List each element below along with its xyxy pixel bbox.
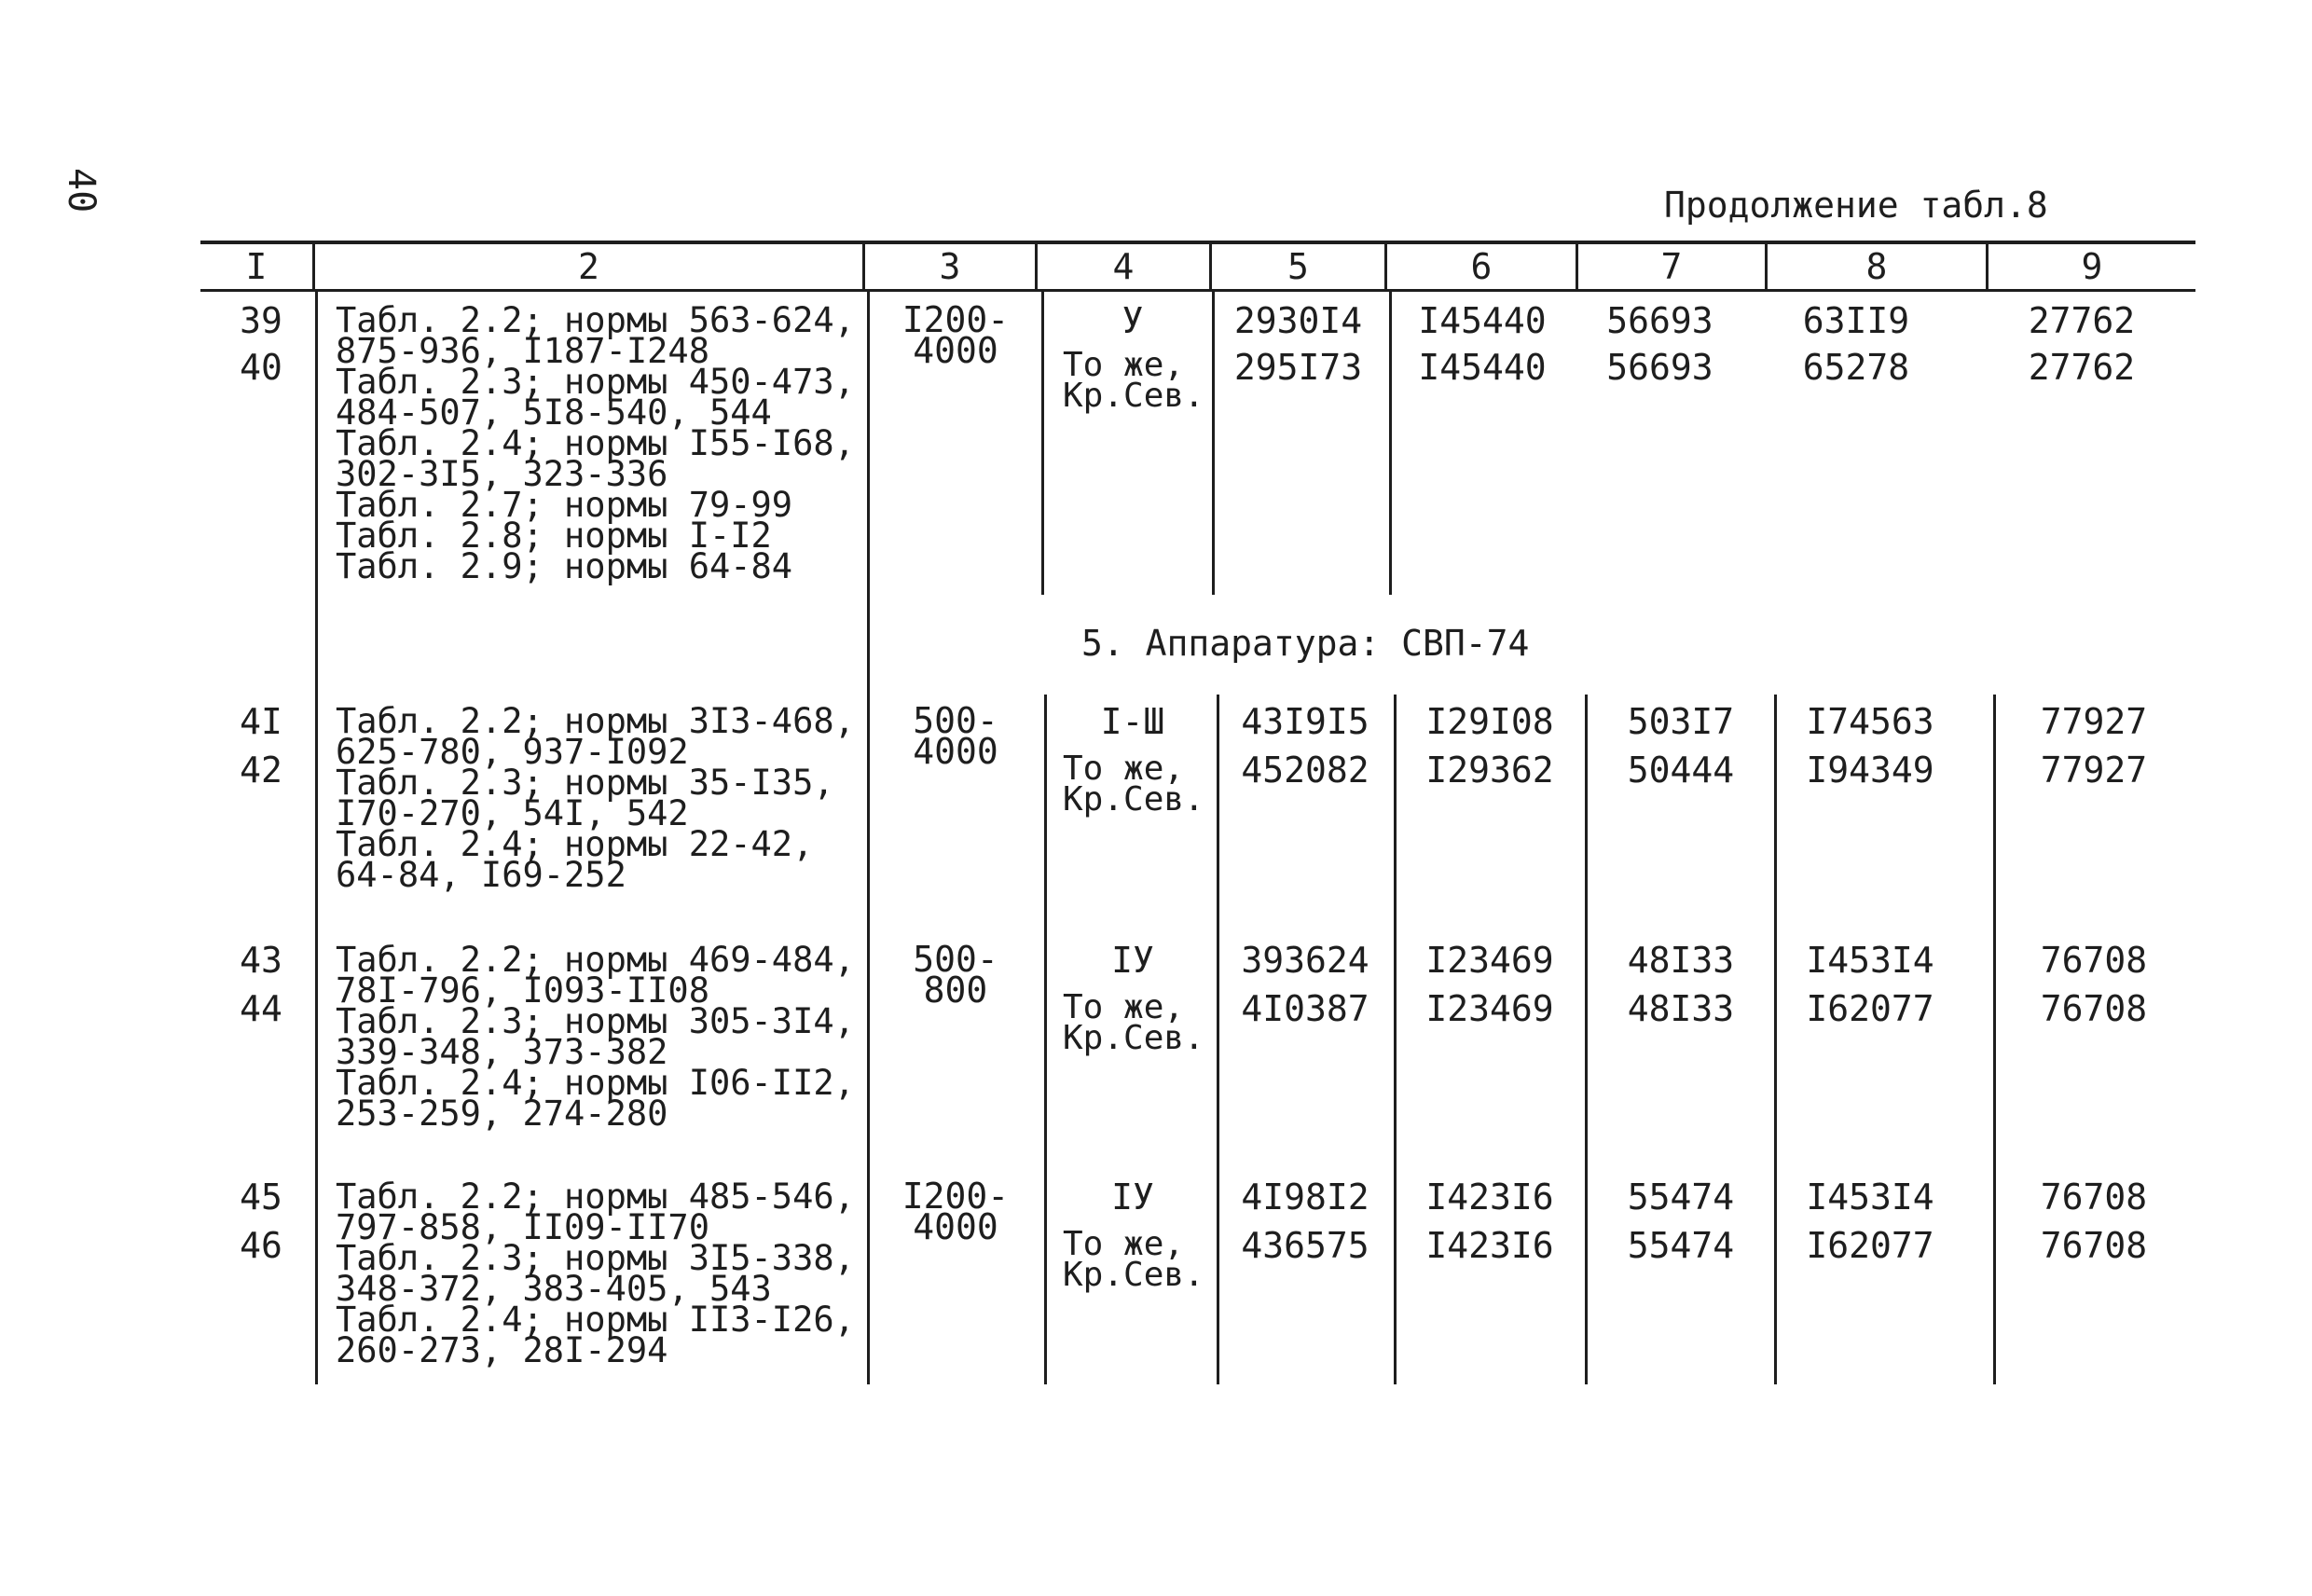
category: I-Ш	[1100, 701, 1165, 742]
value-col8: 63II9	[1802, 300, 1910, 341]
section-title: 5. Аппаратура: СВП-74	[1081, 623, 1530, 664]
value-col6: I45440	[1418, 347, 1547, 388]
header-col-5: 5	[1287, 246, 1309, 287]
row-number: 40	[240, 347, 282, 388]
voltage-range: I200- 4000	[901, 1176, 1010, 1247]
value-col6: I423I6	[1425, 1176, 1554, 1218]
header-col-4: 4	[1112, 246, 1135, 287]
category-note: То же, Кр.Сев.	[1063, 750, 1204, 819]
header-col-6: 6	[1470, 246, 1493, 287]
value-col9: 76708	[2040, 940, 2148, 981]
value-col5: 2930I4	[1233, 300, 1363, 341]
value-col7: 50444	[1627, 750, 1735, 791]
value-col5: 436575	[1241, 1225, 1369, 1266]
value-col7: 48I33	[1627, 988, 1735, 1029]
value-col6: I423I6	[1425, 1225, 1554, 1266]
norms-description: Табл. 2.2; нормы 3I3-468, 625-780, 937-I092 Табл. 2.3; нормы 35-I35, I70-270, 54I, 542 Табл. 2.4; нормы 22-42, 64-84, I69-252	[336, 701, 855, 895]
value-col7: 503I7	[1627, 701, 1735, 742]
value-col7: 48I33	[1627, 940, 1735, 981]
header-col-7: 7	[1660, 246, 1683, 287]
row-number: 43	[240, 940, 282, 981]
category-note: То же, Кр.Сев.	[1063, 1225, 1204, 1294]
value-col5: 393624	[1241, 940, 1369, 981]
value-col7: 55474	[1627, 1176, 1735, 1218]
value-col8: I74563	[1806, 701, 1934, 742]
category-note: То же, Кр.Сев.	[1063, 346, 1204, 415]
row-number: 4I	[240, 701, 282, 742]
header-col-3: 3	[939, 246, 961, 287]
row-number: 42	[240, 750, 282, 791]
row-number: 46	[240, 1225, 282, 1266]
continuation-caption: Продолжение табл.8	[1664, 185, 2048, 226]
value-col8: I62077	[1806, 1225, 1934, 1266]
category: У	[1122, 300, 1144, 341]
header-col-1: I	[245, 246, 268, 287]
value-col5: 452082	[1241, 750, 1369, 791]
value-col6: I29362	[1425, 750, 1554, 791]
voltage-range: 500- 4000	[913, 700, 998, 772]
category: IУ	[1111, 1176, 1154, 1218]
value-col6: I23469	[1425, 988, 1554, 1029]
value-col6: I23469	[1425, 940, 1554, 981]
value-col7: 55474	[1627, 1225, 1735, 1266]
value-col9: 76708	[2040, 1225, 2148, 1266]
value-col9: 27762	[2028, 347, 2136, 388]
page-number: 40	[60, 168, 103, 213]
value-col9: 77927	[2040, 701, 2148, 742]
value-col5: 4I0387	[1241, 988, 1369, 1029]
value-col5: 295I73	[1233, 347, 1363, 388]
header-col-8: 8	[1865, 246, 1888, 287]
norms-description: Табл. 2.2; нормы 563-624, 875-936, I187-I248 Табл. 2.3; нормы 450-473, 484-507, 5I8-540, 544 Табл. 2.4; нормы I55-I68, 302-3I5, 323-336 Табл. 2.7; нормы 79-99 Табл. 2.8; нормы I-I2 Табл. 2.9; нормы 64-84	[336, 300, 855, 586]
value-col9: 76708	[2040, 1176, 2148, 1218]
value-col6: I45440	[1418, 300, 1547, 341]
voltage-range: I200- 4000	[901, 299, 1010, 371]
category: IУ	[1111, 940, 1154, 981]
row-number: 44	[240, 988, 282, 1029]
value-col9: 76708	[2040, 988, 2148, 1029]
norms-description: Табл. 2.2; нормы 485-546, 797-858, II09-II70 Табл. 2.3; нормы 3I5-338, 348-372, 383-405, 543 Табл. 2.4; нормы II3-I26, 260-273, 28I-294	[336, 1176, 855, 1370]
value-col6: I29I08	[1425, 701, 1554, 742]
value-col7: 56693	[1606, 300, 1713, 341]
value-col9: 27762	[2028, 300, 2136, 341]
value-col5: 43I9I5	[1241, 701, 1369, 742]
value-col8: I62077	[1806, 988, 1934, 1029]
value-col8: I94349	[1806, 750, 1934, 791]
table-header-rule	[200, 289, 2195, 292]
value-col8: I453I4	[1806, 940, 1934, 981]
row-number: 39	[240, 300, 282, 341]
value-col7: 56693	[1606, 347, 1713, 388]
row-number: 45	[240, 1176, 282, 1218]
value-col5: 4I98I2	[1241, 1176, 1369, 1218]
header-col-9: 9	[2081, 246, 2103, 287]
value-col9: 77927	[2040, 750, 2148, 791]
norms-description: Табл. 2.2; нормы 469-484, 78I-796, I093-II08 Табл. 2.3; нормы 305-3I4, 339-348, 373-382 Табл. 2.4; нормы I06-II2, 253-259, 274-280	[336, 940, 855, 1134]
value-col8: I453I4	[1806, 1176, 1934, 1218]
value-col8: 65278	[1802, 347, 1910, 388]
voltage-range: 500- 800	[913, 939, 998, 1011]
header-col-2: 2	[578, 246, 599, 287]
category-note: То же, Кр.Сев.	[1063, 988, 1204, 1057]
